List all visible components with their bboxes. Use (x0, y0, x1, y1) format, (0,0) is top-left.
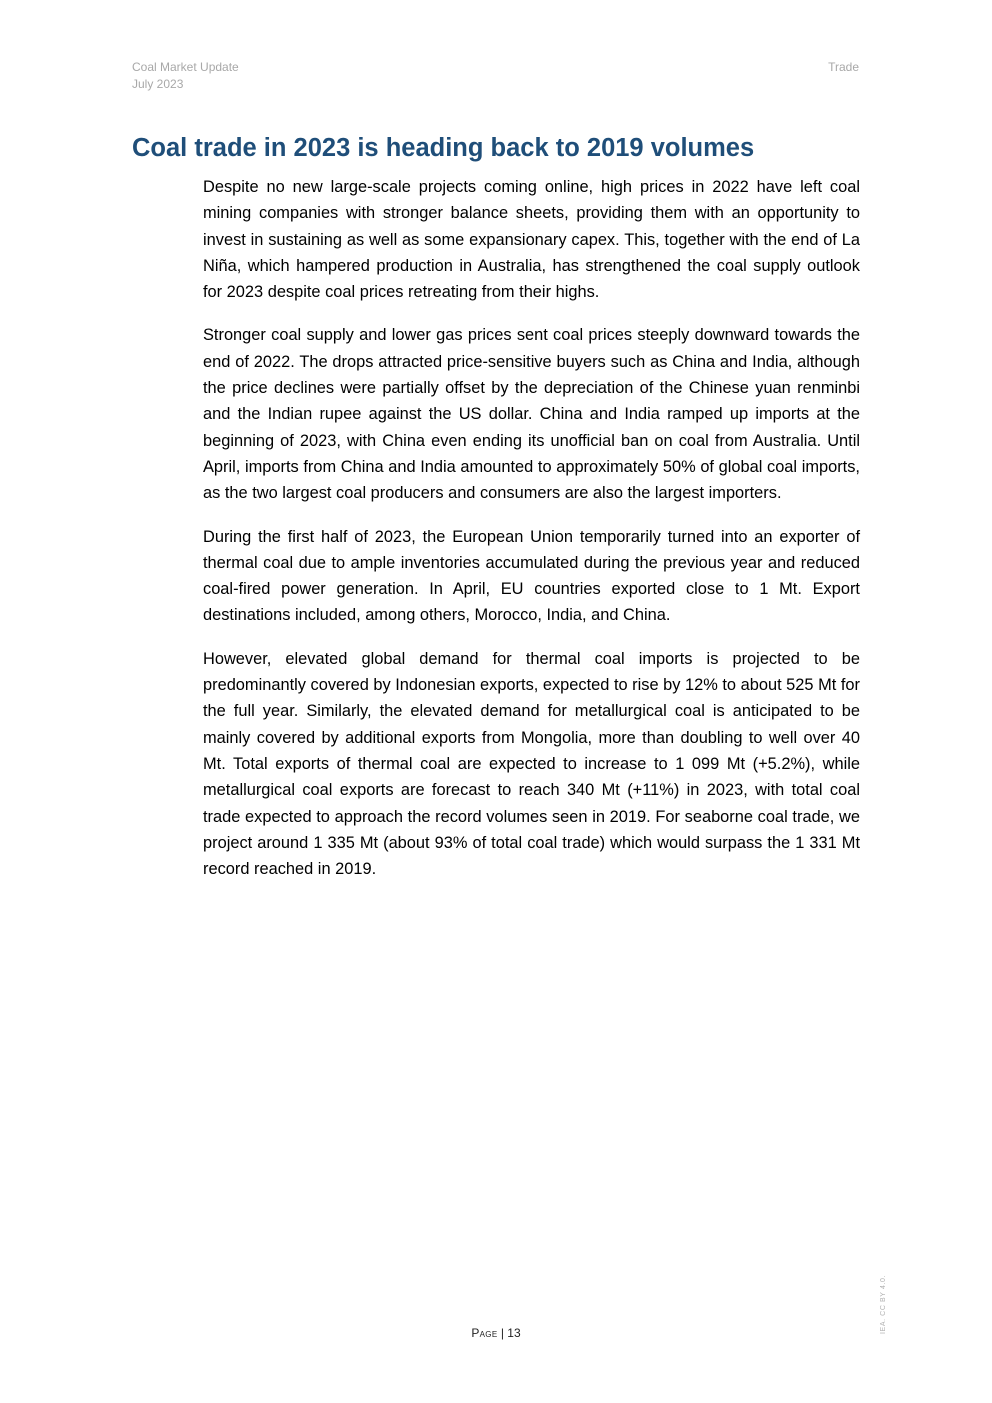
paragraph: During the first half of 2023, the European Union temporarily turned into an exporter of thermal coal due to ample inventories accumulated during the previous year and reduced coal-fired power generation. In April, EU countries exported close to 1 Mt. Export destinations included, among others, Morocco, India, and China. (203, 527, 860, 625)
publication-date: July 2023 (132, 77, 184, 91)
paragraph: Despite no new large-scale projects coming online, high prices in 2022 have left coal mining companies with stronger balance sheets, providing them with an opportunity to invest in sustaining as well as some expansionary capex. This, together with the end of La Niña, which hampered production in Australia, has strengthened the coal supply outlook for 2023 despite coal prices retreating from their highs. (203, 178, 860, 302)
license-notice: IEA. CC BY 4.0. (880, 1274, 887, 1334)
publication-name: Coal Market Update (132, 60, 239, 74)
body-text (203, 174, 860, 899)
page-number: 13 (507, 1326, 521, 1340)
page-footer (0, 1326, 992, 1340)
running-header-left (132, 59, 239, 93)
paragraph: However, elevated global demand for thermal coal imports is projected to be predominantly covered by Indonesian exports, expected to rise by 12% to about 525 Mt for the full year. Similarly, the elevated demand for metallurgical coal is anticipated to be mainly covered by additional exports from Mongolia, more than doubling to well over 40 Mt. Total exports of thermal coal are expected to increase to 1 099 Mt (+5.2%), while metallurgical coal exports are forecast to reach 340 Mt (+11%) in 2023, with total coal trade expected to approach the record volumes seen in 2019. For seaborne coal trade, we project around 1 335 Mt (about 93% of total coal trade) which would surpass the 1 331 Mt record reached in 2019. (203, 649, 860, 879)
page-title: Coal trade in 2023 is heading back to 2019 volumes (132, 134, 755, 162)
page-label: Page (471, 1326, 498, 1340)
paragraph: Stronger coal supply and lower gas prices sent coal prices steeply downward towards the end of 2022. The drops attracted price-sensitive buyers such as China and India, although the price declines were partially offset by the depreciation of the Chinese yuan renminbi and the Indian rupee against the US dollar. China and India ramped up imports at the beginning of 2023, with China even ending its unofficial ban on coal from Australia. Until April, imports from China and India amounted to approximately 50% of global coal imports, as the two largest coal producers and consumers are also the largest importers. (203, 326, 860, 503)
section-name: Trade (828, 60, 859, 74)
page-separator: | (500, 1326, 504, 1340)
